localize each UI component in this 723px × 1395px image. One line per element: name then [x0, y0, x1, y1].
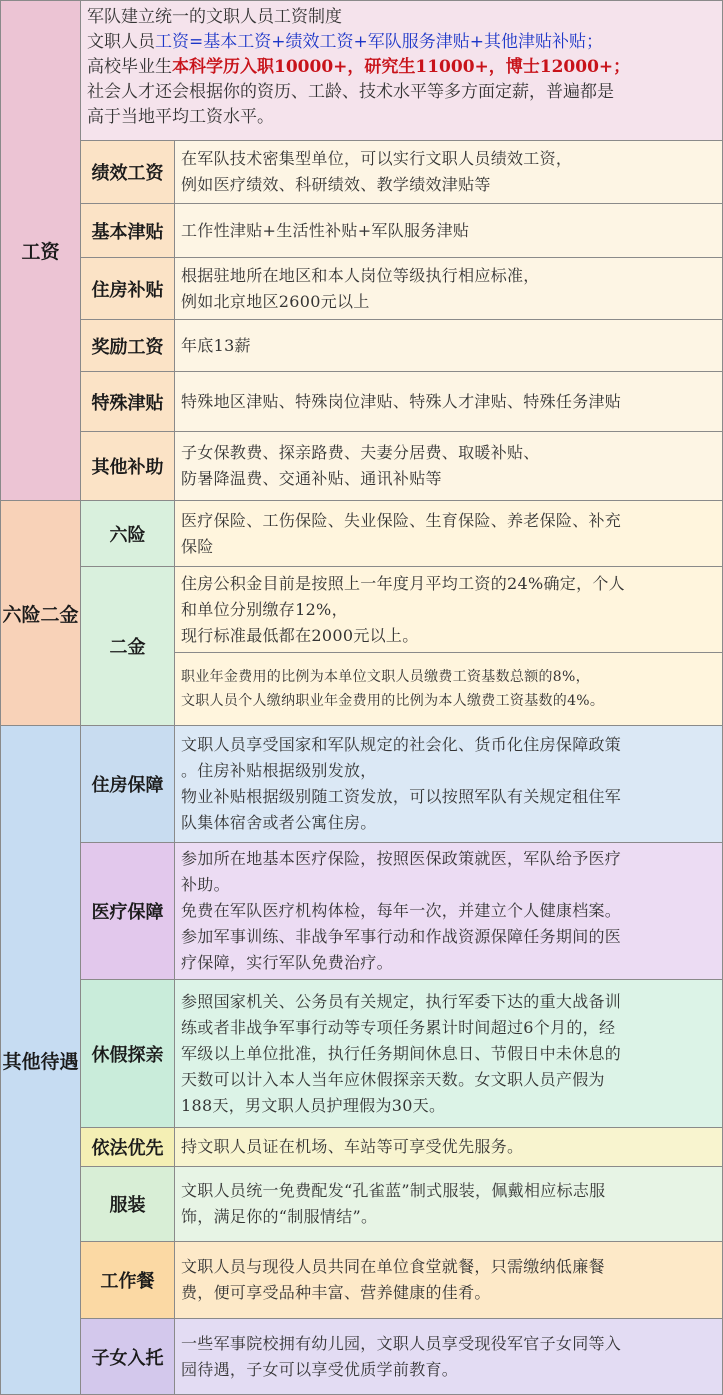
salary-desc-other-subsidy: 子女保教费、探亲路费、夫妻分居费、取暖补贴、 防暑降温费、交通补贴、通讯补贴等: [175, 432, 723, 501]
salary-desc-housing-subsidy: 根据驻地所在地区和本人岗位等级执行相应标准， 例如北京地区2600元以上: [175, 258, 723, 320]
salary-label-special-allowance: 特殊津贴: [81, 372, 175, 432]
salary-desc-basic-allowance: 工作性津贴+生活性补贴+军队服务津贴: [175, 204, 723, 258]
salary-label-performance: 绩效工资: [81, 141, 175, 204]
salary-intro-line-3: 高校毕业生本科学历入职10000+，研究生11000+，博士12000+；: [87, 57, 631, 77]
benefit-label-housing: 住房保障: [81, 726, 175, 843]
benefit-label-medical: 医疗保障: [81, 843, 175, 980]
benefit-desc-childcare: 一些军事院校拥有幼儿园，文职人员享受现役军官子女同等入 园待遇，子女可以享受优质学前教育。: [175, 1319, 723, 1395]
category-salary-label: 工资: [21, 241, 60, 263]
benefit-label-childcare: 子女入托: [81, 1319, 175, 1395]
category-salary: [0, 0, 81, 501]
salary-desc-performance: 在军队技术密集型单位，可以实行文职人员绩效工资， 例如医疗绩效、科研绩效、教学绩效津贴等: [175, 141, 723, 204]
benefit-desc-priority: 持文职人员证在机场、车站等可享受优先服务。: [175, 1128, 723, 1167]
benefit-label-uniform: 服装: [81, 1167, 175, 1242]
salary-intro-line-2: 文职人员工资=基本工资+绩效工资+军队服务津贴+其他津贴补贴；: [87, 32, 603, 52]
benefit-desc-meals: 文职人员与现役人员共同在单位食堂就餐，只需缴纳低廉餐 费，便可享受品种丰富、营养健康的佳肴。: [175, 1242, 723, 1319]
benefit-label-meals: 工作餐: [81, 1242, 175, 1319]
benefit-label-priority: 依法优先: [81, 1128, 175, 1167]
salary-desc-special-allowance: 特殊地区津贴、特殊岗位津贴、特殊人才津贴、特殊任务津贴: [175, 372, 723, 432]
salary-intro: [81, 0, 723, 141]
insurance-desc-housing-fund: 住房公积金目前是按照上一年度月平均工资的24%确定，个人 和单位分别缴存12%， 现行标准最低都在2000元以上。: [175, 567, 723, 653]
benefit-desc-uniform: 文职人员统一免费配发“孔雀蓝”制式服装，佩戴相应标志服 饰，满足你的“制服情结”。: [175, 1167, 723, 1242]
insurance-label-six: 六险: [81, 501, 175, 567]
salary-intro-line-1: 军队建立统一的文职人员工资制度: [87, 7, 342, 27]
salary-label-other-subsidy: 其他补助: [81, 432, 175, 501]
category-insurance-label: 六险二金: [2, 603, 79, 626]
salary-label-bonus: 奖励工资: [81, 320, 175, 372]
salary-label-basic-allowance: 基本津贴: [81, 204, 175, 258]
benefit-desc-leave: 参照国家机关、公务员有关规定，执行军委下达的重大战备训 练或者非战争军事行动等专项任务累计时间超过6个月的，经 军级以上单位批准，执行任务期间休息日、节假日中未休息的 天数可以计入本人当年应休假探亲天数。女文职人员产假为 188天，男文职人员护理假为30天。: [175, 980, 723, 1128]
salary-desc-bonus: 年底13薪: [175, 320, 723, 372]
insurance-desc-annuity: 职业年金费用的比例为本单位文职人员缴费工资基数总额的8%， 文职人员个人缴纳职业年金费用的比例为本人缴费工资基数的4%。: [175, 653, 723, 726]
benefit-desc-housing: 文职人员享受国家和军队规定的社会化、货币化住房保障政策 。住房补贴根据级别发放， 物业补贴根据级别随工资发放，可以按照军队有关规定租住军 队集体宿舍或者公寓住房。: [175, 726, 723, 843]
salary-formula: 工资=基本工资+绩效工资+军队服务津贴+其他津贴补贴；: [155, 32, 603, 52]
insurance-label-two-funds: 二金: [81, 567, 175, 726]
category-other-benefits-label: 其他待遇: [2, 1050, 79, 1073]
salary-intro-line-5: 高于当地平均工资水平。: [87, 107, 274, 127]
salary-label-housing-subsidy: 住房补贴: [81, 258, 175, 320]
category-other-benefits: [0, 726, 81, 1395]
benefit-desc-medical: 参加所在地基本医疗保险，按照医保政策就医，军队给予医疗 补助。 免费在军队医疗机构体检，每年一次，并建立个人健康档案。 参加军事训练、非战争军事行动和作战资源保障任务期间的医 疗保障，实行军队免费治疗。: [175, 843, 723, 980]
benefit-label-leave: 休假探亲: [81, 980, 175, 1128]
insurance-desc-six: 医疗保险、工伤保险、失业保险、生育保险、养老保险、补充 保险: [175, 501, 723, 567]
salary-intro-line-4: 社会人才还会根据你的资历、工龄、技术水平等多方面定薪，普遍都是: [87, 82, 614, 102]
starting-salary-values: 本科学历入职10000+，研究生11000+，博士12000+；: [172, 57, 631, 77]
category-insurance: [0, 501, 81, 726]
